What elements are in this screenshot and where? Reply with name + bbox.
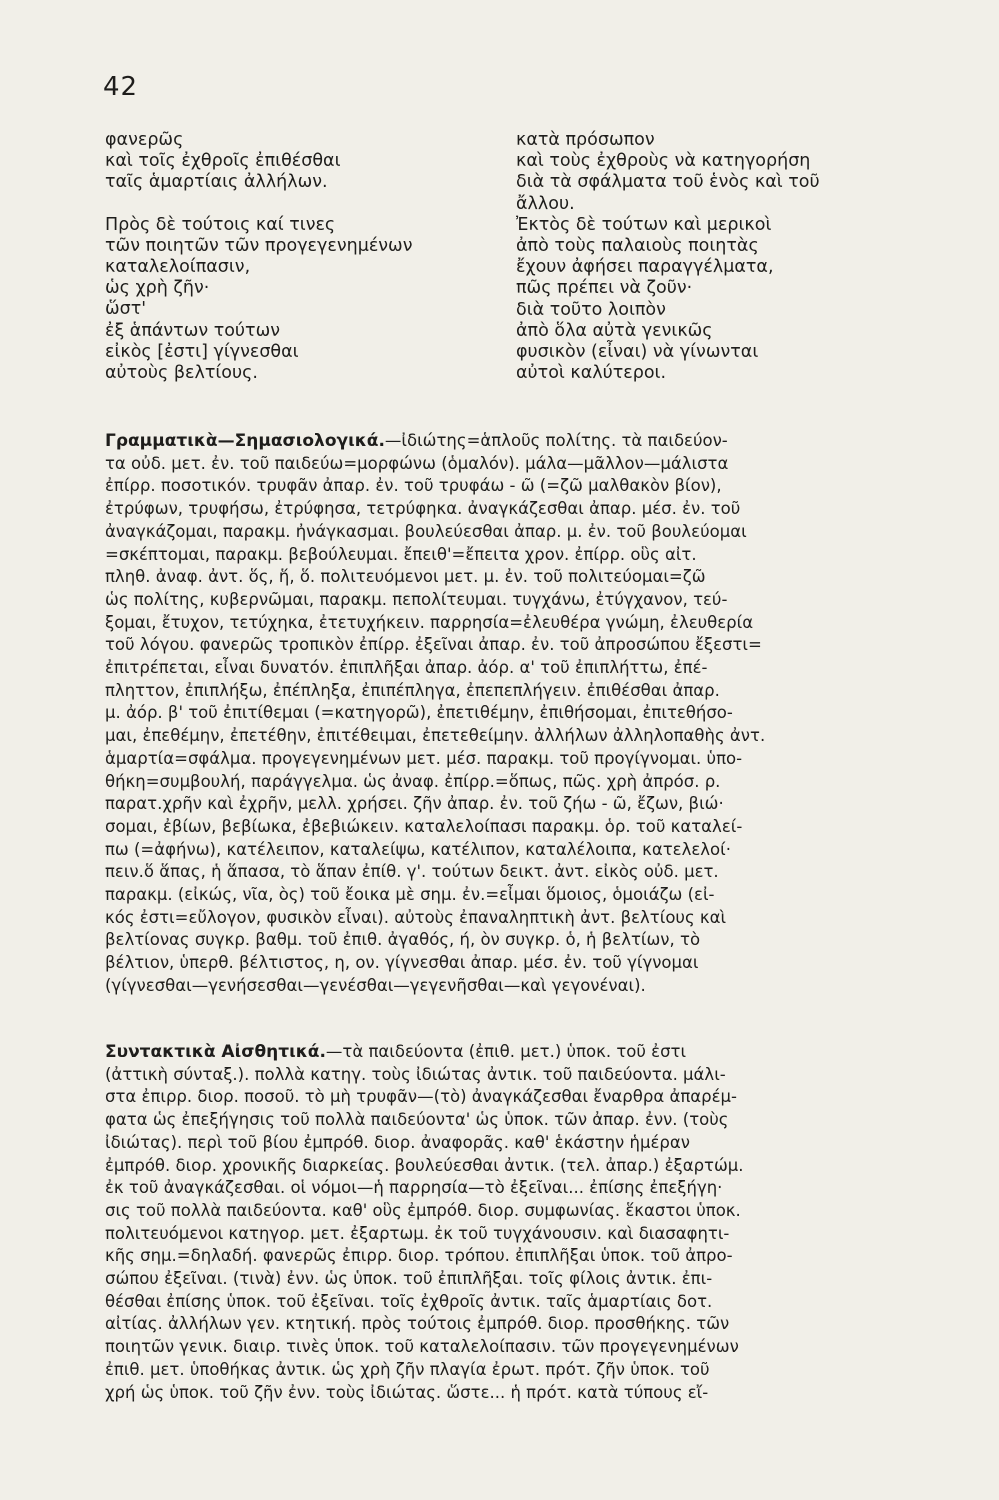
- text-line: εἰκὸς [ἐστι] γίγνεσθαι: [105, 341, 299, 362]
- text-line: ἐτρύφων, τρυφήσω, ἐτρύφησα, τετρύφηκα. ἀναγκάζεσθαι ἀπαρ. μέσ. ἐν. τοῦ: [105, 499, 741, 519]
- text-line: Ἐκτὸς δὲ τούτων καὶ μερικοὶ: [516, 214, 772, 235]
- text-line: καὶ τοῖς ἐχθροῖς ἐπιθέσθαι: [105, 151, 341, 172]
- text-line: ξομαι, ἔτυχον, τετύχηκα, ἐτετυχήκειν. παρρησία=ἐλευθέρα γνώμη, ἐλευθερία: [105, 612, 754, 632]
- text-line: ἐπίρρ. ποσοτικόν. τρυφᾶν ἀπαρ. ἐν. τοῦ τρυφάω - ῶ (=ζῶ μαλθακὸν βίον),: [105, 476, 722, 496]
- text-line: (ἀττικὴ σύνταξ.). πολλὰ κατηγ. τοὺς ἰδιώτας ἀντικ. τοῦ παιδεύοντα. μάλι-: [105, 1064, 726, 1084]
- text-line: παρακμ. (εἰκώς, νῖα, ὸς) τοῦ ἔοικα μὲ σημ. ἐν.=εἶμαι ὅμοιος, ὁμοιάζω (εἰ-: [105, 885, 715, 905]
- text-line: [105, 1041, 925, 1064]
- text-line: σώπου ἐξεῖναι. (τινὰ) ἐνν. ὡς ὑποκ. τοῦ ἐπιπλῆξαι. τοῖς φίλοις ἀντικ. ἐπι-: [105, 1269, 713, 1289]
- text-line: θέσθαι ἐπίσης ὑποκ. τοῦ ἐξεῖναι. τοῖς ἐχθροῖς ἀντικ. ταῖς ἁμαρτίαις δοτ.: [105, 1291, 713, 1311]
- text-line: ἰδιώτας). περὶ τοῦ βίου ἐμπρόθ. διορ. ἀναφορᾶς. καθ' ἑκάστην ἡμέραν: [105, 1132, 690, 1152]
- text-line: μ. ἀόρ. β' τοῦ ἐπιτίθεμαι (=κατηγορῶ), ἐπετιθέμην, ἐπιθήσομαι, ἐπιτεθήσο-: [105, 703, 733, 723]
- text-line: παρατ.χρῆν καὶ ἐχρῆν, μελλ. χρήσει. ζῆν ἀπαρ. ἐν. τοῦ ζήω - ῶ, ἔζων, βιώ·: [105, 794, 724, 814]
- text-line: φατα ὡς ἐπεξήγησις τοῦ πολλὰ παιδεύοντα' ὡς ὑποκ. τῶν ἀπαρ. ἐνν. (τοὺς: [105, 1110, 729, 1130]
- text-line: πληθ. ἀναφ. ἀντ. ὅς, ἥ, ὅ. πολιτευόμενοι μετ. μ. ἐν. τοῦ πολιτεύομαι=ζῶ: [105, 567, 706, 587]
- text-line: ἔχουν ἀφήσει παραγγέλματα,: [516, 257, 774, 278]
- text-line: φανερῶς: [105, 130, 184, 150]
- ancient-greek-column: [105, 130, 504, 384]
- text-line: [105, 194, 504, 215]
- text-line: στα ἐπιρρ. διορ. ποσοῦ. τὸ μὴ τρυφᾶν—(τὸ) ἀναγκάζεσθαι ἔναρθρα ἀπαρέμ-: [105, 1087, 737, 1107]
- text-line: ὥστ': [105, 299, 147, 320]
- text-line: θήκη=συμβουλή, παράγγελμα. ὡς ἀναφ. ἐπίρρ.=ὅπως, πῶς. χρὴ ἀπρόσ. ρ.: [105, 771, 721, 791]
- text-line: ὡς χρὴ ζῆν·: [105, 278, 210, 299]
- section-heading: Συντακτικὰ Αἰσθητικά.: [105, 1042, 326, 1062]
- text-line: αἰτίας. ἀλλήλων γεν. κτητική. πρὸς τούτοις ἐμπρόθ. διορ. προσθήκης. τῶν: [105, 1314, 730, 1334]
- text-line: πληττον, ἐπιπλήξω, ἐπέπληξα, ἐπιπέπληγα, ἐπεπεπλήγειν. ἐπιθέσθαι ἀπαρ.: [105, 680, 720, 700]
- syntax-notes: [105, 1041, 925, 1404]
- text-line: κός ἐστι=εὔλογον, φυσικὸν εἶναι). αὐτοὺς ἐπαναληπτικὴ ἀντ. βελτίους καὶ: [105, 907, 727, 927]
- text-line: ὡς πολίτης, κυβερνῶμαι, παρακμ. πεπολίτευμαι. τυγχάνω, ἐτύγχανον, τεύ-: [105, 589, 728, 609]
- text-line: ἐπιτρέπεται, εἶναι δυνατόν. ἐπιπλῆξαι ἀπαρ. ἀόρ. α' τοῦ ἐπιπλήττω, ἐπέ-: [105, 658, 708, 678]
- line-text: —τὰ παιδεύοντα (ἐπιθ. μετ.) ὑποκ. τοῦ ἐστι: [325, 1042, 687, 1061]
- text-line: ἐμπρόθ. διορ. χρονικῆς διαρκείας. βουλεύεσθαι ἀντικ. (τελ. ἀπαρ.) ἐξαρτώμ.: [105, 1155, 744, 1175]
- section-heading: Γραμματικὰ—Σημασιολογικά.: [105, 431, 385, 451]
- text-line: ἐκ τοῦ ἀναγκάζεσθαι. οἱ νόμοι—ἡ παρρησία—τὸ ἐξεῖναι... ἐπίσης ἐπεξήγη·: [105, 1178, 723, 1198]
- text-line: [105, 430, 925, 453]
- text-line: φυσικὸν (εἶναι) νὰ γίνωνται: [516, 342, 759, 363]
- text-line: βέλτιον, ὑπερθ. βέλτιστος, η, ον. γίγνεσθαι ἀπαρ. μέσ. ἐν. τοῦ γίγνομαι: [105, 953, 699, 973]
- text-line: τοῦ λόγου. φανερῶς τροπικὸν ἐπίρρ. ἐξεῖναι ἀπαρ. ἐν. τοῦ ἀπροσώπου ἔξεστι=: [105, 635, 762, 655]
- text-line: πολιτευόμενοι κατηγορ. μετ. ἐξαρτωμ. ἐκ τοῦ τυγχάνουσιν. καὶ διασαφητι-: [105, 1223, 730, 1243]
- text-line: ἀπὸ τοὺς παλαιοὺς ποιητὰς: [516, 236, 759, 257]
- text-line: βελτίονας συγκρ. βαθμ. τοῦ ἐπιθ. ἀγαθός, ή, ὸν συγκρ. ὁ, ἡ βελτίων, τὸ: [105, 930, 701, 950]
- text-line: τῶν ποιητῶν τῶν προγεγενημένων: [105, 235, 413, 256]
- parallel-text: [105, 130, 925, 384]
- text-line: ἐξ ἁπάντων τούτων: [105, 320, 281, 341]
- text-line: χρή ὡς ὑποκ. τοῦ ζῆν ἐνν. τοὺς ἰδιώτας. ὥστε... ἡ πρότ. κατὰ τύπους εἴ-: [105, 1382, 709, 1402]
- text-line: ἀναγκάζομαι, παρακμ. ἠνάγκασμαι. βουλεύεσθαι ἀπαρ. μ. ἐν. τοῦ βουλεύομαι: [105, 521, 747, 541]
- text-line: μαι, ἐπεθέμην, ἐπετέθην, ἐπιτέθειμαι, ἐπετεθείμην. ἀλλήλων ἀλληλοπαθὴς ἀντ.: [105, 726, 766, 746]
- text-line: ἐπιθ. μετ. ὑποθήκας ἀντικ. ὡς χρὴ ζῆν πλαγία ἐρωτ. πρότ. ζῆν ὑποκ. τοῦ: [105, 1359, 710, 1379]
- text-line: ἀπὸ ὅλα αὐτὰ γενικῶς: [516, 320, 713, 341]
- text-line: τα οὐδ. μετ. ἐν. τοῦ παιδεύω=μορφώνω (ὁμαλόν). μάλα—μᾶλλον—μάλιστα: [105, 453, 729, 473]
- text-line: ποιητῶν γενικ. διαιρ. τινὲς ὑποκ. τοῦ καταλελοίπασιν. τῶν προγεγενημένων: [105, 1337, 739, 1357]
- page-number: 42: [103, 72, 139, 102]
- text-line: κῆς σημ.=δηλαδή. φανερῶς ἐπιρρ. διορ. τρόπου. ἐπιπλῆξαι ὑποκ. τοῦ ἀπρο-: [105, 1246, 733, 1266]
- text-line: (γίγνεσθαι—γενήσεσθαι—γενέσθαι—γεγενῆσθαι—καὶ γεγονέναι).: [105, 975, 646, 995]
- text-line: καὶ τοὺς ἐχθροὺς νὰ κατηγορήση: [516, 151, 811, 172]
- text-line: Πρὸς δὲ τούτοις καί τινες: [105, 214, 336, 235]
- modern-greek-column: [516, 130, 925, 384]
- text-line: πω (=ἀφήνω), κατέλειπον, καταλείψω, κατέλιπον, καταλέλοιπα, κατελελοί·: [105, 839, 731, 859]
- text-line: αὐτοὶ καλύτεροι.: [516, 363, 667, 384]
- text-line: κατὰ πρόσωπον: [516, 130, 655, 150]
- line-text: —ἰδιώτης=ἁπλοῦς πολίτης. τὰ παιδεύον-: [384, 431, 728, 450]
- text-line: σομαι, ἐβίων, βεβίωκα, ἐβεβιώκειν. καταλελοίπασι παρακμ. ὁρ. τοῦ καταλεί-: [105, 816, 743, 836]
- grammar-notes: [105, 430, 925, 998]
- text-line: διὰ τοῦτο λοιπὸν: [516, 299, 666, 320]
- text-line: πειν.ὅ ἅπας, ἡ ἅπασα, τὸ ἅπαν ἐπίθ. γ'. τούτων δεικτ. ἀντ. εἰκὸς οὐδ. μετ.: [105, 862, 719, 882]
- text-line: =σκέπτομαι, παρακμ. βεβούλευμαι. ἔπειθ'=ἔπειτα χρον. ἐπίρρ. οὓς αἰτ.: [105, 544, 697, 564]
- text-line: ταῖς ἁμαρτίαις ἀλλήλων.: [105, 172, 328, 193]
- text-line: πῶς πρέπει νὰ ζοῦν·: [516, 278, 693, 299]
- text-line: σις τοῦ πολλὰ παιδεύοντα. καθ' οὓς ἐμπρόθ. διορ. συμφωνίας. ἕκαστοι ὑποκ.: [105, 1200, 741, 1220]
- text-line: ἄλλου.: [516, 193, 575, 214]
- text-line: καταλελοίπασιν,: [105, 257, 251, 278]
- text-line: αὐτοὺς βελτίους.: [105, 363, 258, 384]
- text-line: διὰ τὰ σφάλματα τοῦ ἑνὸς καὶ τοῦ: [516, 172, 820, 193]
- text-line: ἁμαρτία=σφάλμα. προγεγενημένων μετ. μέσ. παρακμ. τοῦ προγίγνομαι. ὑπο-: [105, 748, 743, 768]
